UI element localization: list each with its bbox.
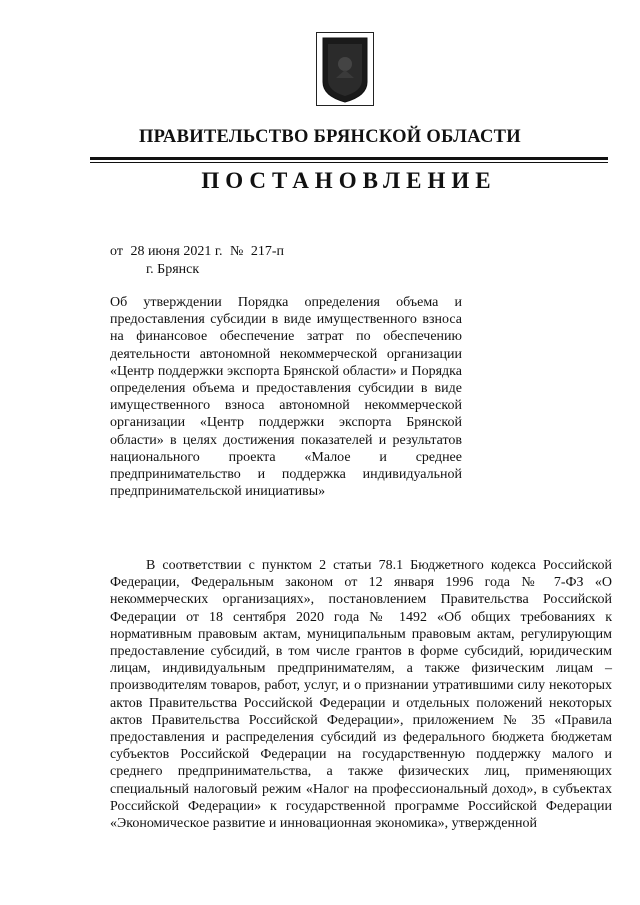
document-number: 217-п	[250, 244, 284, 259]
document-subject: Об утверждении Порядка определения объема и предоставления субсидии в виде имущественного взноса на финансовое обеспечение затрат по обеспечению деятельности автономной некоммерческой организации «Центр поддержки экспорта Брянской области» и Порядка определения объема и предоставления субсидии в виде имущественного взноса автономной некоммерческой организации «Центр поддержки экспорта Брянской области» в целях достижения показателей и результатов национального проекта «Малое и среднее предпринимательство и поддержка индивидуальной предпринимательской инициативы»	[110, 295, 462, 500]
header-rule-thin	[90, 162, 608, 163]
city: г. Брянск	[146, 262, 200, 277]
coat-of-arms-icon	[316, 32, 374, 106]
organization-title: ПРАВИТЕЛЬСТВО БРЯНСКОЙ ОБЛАСТИ	[138, 127, 521, 147]
document-date: 28 июня 2021 г.	[130, 244, 223, 259]
date-line	[110, 244, 288, 260]
date-prefix: от	[110, 244, 123, 259]
document-type-title: ПОСТАНОВЛЕНИЕ	[201, 168, 497, 193]
number-sign: №	[229, 244, 244, 259]
header-rule-thick	[90, 157, 608, 160]
body-paragraph: В соответствии с пунктом 2 статьи 78.1 Бюджетного кодекса Российской Федерации, Федеральным законом от 12 января 1996 года № 7-ФЗ «О некоммерческих организациях», постановлением Правительства Российской Федерации от 18 сентября 2020 года № 1492 «Об общих требованиях к нормативным правовым актам, муниципальным правовым актам, регулирующим предоставление субсидий, в том числе грантов в форме субсидий, юридическим лицам, индивидуальным предпринимателям, а также физическим лицам – производителям товаров, работ, услуг, и о признании утратившими силу некоторых актов Правительства Российской Федерации и отдельных положений некоторых актов Правительства Российской Федерации», приложением № 35 «Правила предоставления и распределения субсидий из федерального бюджета бюджетам субъектов Российской Федерации на государственную поддержку малого и среднего предпринимательства, а также физических лиц, применяющих специальный налоговый режим «Налог на профессиональный доход», в субъектах Российской Федерации» к государственной программе Российской Федерации «Экономическое развитие и инновационная экономика», утвержденной	[110, 558, 612, 832]
